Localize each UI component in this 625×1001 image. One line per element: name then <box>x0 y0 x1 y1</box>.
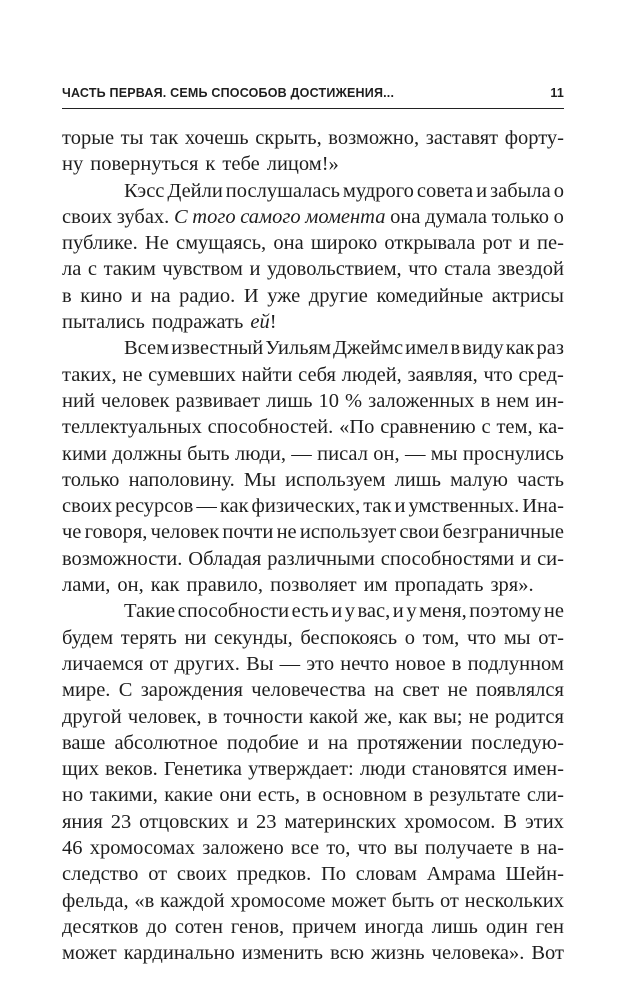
header-rule <box>62 108 564 109</box>
text-line: другой человек, в точности какой же, как вы; не родится <box>62 705 564 728</box>
text-line: таких, не сумевших найти себя людей, заявляя, что сред- <box>62 363 564 386</box>
text-line: следство от своих предков. По словам Амрама Шейн- <box>62 863 564 886</box>
text-line: кими должны быть люди, — писал он, — мы проснулись <box>62 442 564 465</box>
text-line: 46 хромосомах заложено все то, что вы получаете в на- <box>62 837 564 860</box>
page-number: 11 <box>550 86 564 100</box>
text-line: торые ты так хочешь скрыть, возможно, заставят форту- <box>62 127 564 149</box>
text-line: своих ресурсов — как физических, так и умственных. Ина- <box>62 495 564 518</box>
text-line: только наполовину. Мы используем лишь малую часть <box>62 468 564 491</box>
body-text <box>62 125 564 967</box>
text-line: ла с таким чувством и удовольствием, что стала звездой <box>62 258 564 281</box>
text-line: ну повернуться к тебе лицом!» <box>62 153 339 176</box>
text-line: Всем известный Уильям Джеймс имел в виду как раз <box>124 337 564 360</box>
text-line: ний человек развивает лишь 10 % заложенных в нем ин- <box>62 389 564 412</box>
paragraph <box>62 125 564 178</box>
paragraph <box>62 335 564 598</box>
text-line: может кардинально изменить всю жизнь человека». Вот <box>62 942 564 965</box>
text-line: публике. Не смущаясь, она широко открывала рот и пе- <box>62 232 564 255</box>
text-line: десятков до сотен генов, причем иногда лишь один ген <box>62 915 564 938</box>
text-line: Кэсс Дейли послушалась мудрого совета и забыла о <box>124 179 564 202</box>
running-header <box>62 86 564 100</box>
paragraph <box>62 598 564 966</box>
text-line: яния 23 отцовских и 23 материнских хромосом. В этих <box>62 810 564 833</box>
text-line: че говоря, человек почти не использует свои безграничные <box>62 521 564 544</box>
text-line: мире. С зарождения человечества на свет не появлялся <box>62 679 564 702</box>
text-line: своих зубах. С того самого момента она думала только о <box>62 205 564 228</box>
text-line: в кино и на радио. И уже другие комедийные актрисы <box>62 284 564 307</box>
paragraph <box>62 178 564 336</box>
text-line: щих веков. Генетика утверждает: люди становятся имен- <box>62 758 564 781</box>
text-line: личаемся от других. Вы — это нечто новое в подлунном <box>62 652 564 675</box>
running-title: ЧАСТЬ ПЕРВАЯ. СЕМЬ СПОСОБОВ ДОСТИЖЕНИЯ... <box>62 86 395 100</box>
text-line: ваше абсолютное подобие и на протяжении последую- <box>62 731 564 754</box>
text-line: пытались подражать ей! <box>62 311 277 334</box>
text-line: теллектуальных способностей. «По сравнению с тем, ка- <box>62 416 564 439</box>
text-line: будем терять ни секунды, беспокоясь о том, что мы от- <box>62 626 564 649</box>
text-line: Такие способности есть и у вас, и у меня, поэтому не <box>124 600 564 623</box>
text-line: но такими, какие они есть, в основном в результате сли- <box>62 784 564 807</box>
text-line: лами, он, как правило, позволяет им пропадать зря». <box>62 574 534 597</box>
text-line: фельда, «в каждой хромосоме может быть от нескольких <box>62 889 564 912</box>
text-line: возможности. Обладая различными способностями и си- <box>62 547 564 570</box>
